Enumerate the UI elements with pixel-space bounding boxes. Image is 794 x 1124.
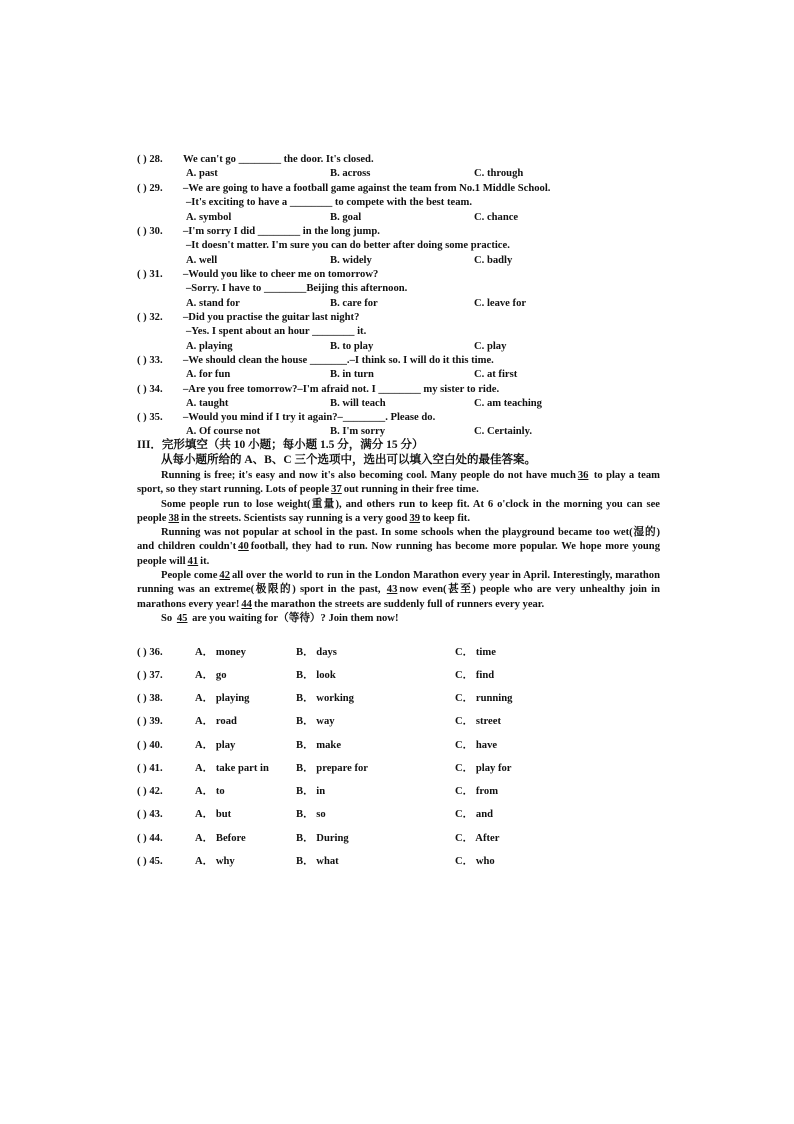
question-text: –Would you mind if I try it again?–________. Please do. (183, 412, 436, 423)
option-b: B． make (296, 740, 342, 751)
blank-43: 43 (386, 584, 398, 596)
option-c: C. through (474, 168, 524, 180)
question-text: –Are you free tomorrow?–I'm afraid not. I ________ my sister to ride. (183, 384, 500, 395)
option-b: B. across (330, 168, 371, 180)
answer-row-36 (137, 645, 557, 661)
paragraph: Running is free; it's easy and now it's also becoming cool. Many people do not have much 36 to play a team sport, so they start running. Lots of people 37 out running in their free time. (137, 470, 660, 496)
question-34 (137, 383, 677, 412)
answer-row-39 (137, 714, 557, 730)
answer-row-37 (137, 668, 557, 684)
question-32 (137, 311, 677, 354)
question-text: –We should clean the house _______.–I think so. I will do it this time. (183, 355, 494, 366)
option-c: C. Certainly. (474, 426, 532, 438)
option-b: B. care for (330, 297, 378, 309)
question-text: –I'm sorry I did ________ in the long jump. (183, 226, 380, 237)
option-c: C． play for (455, 763, 512, 774)
answer-bracket[interactable]: ( ) 33. (137, 355, 163, 366)
blank-45: 45 (176, 612, 188, 624)
option-c: C． who (455, 856, 495, 867)
option-c: C． from (455, 786, 499, 797)
option-a: A. well (186, 254, 218, 266)
answer-bracket[interactable]: ( ) 42. (137, 786, 163, 797)
option-c: C． have (455, 740, 498, 751)
option-a: A． but (195, 809, 232, 820)
option-b: B. goal (330, 211, 362, 223)
option-c: C． running (455, 693, 513, 704)
option-a: A. for fun (186, 369, 231, 381)
option-c: C． street (455, 716, 501, 727)
option-b: B． what (296, 856, 339, 867)
option-b: B. will teach (330, 398, 386, 410)
answer-bracket[interactable]: ( ) 43. (137, 809, 163, 820)
option-b: B． way (296, 716, 335, 727)
option-b: B. widely (330, 254, 372, 266)
answer-bracket[interactable]: ( ) 34. (137, 384, 163, 395)
answer-bracket[interactable]: ( ) 45. (137, 856, 163, 867)
option-a: A. stand for (186, 297, 240, 309)
option-b: B. I'm sorry (330, 426, 386, 438)
option-c: C． find (455, 670, 495, 681)
answer-bracket[interactable]: ( ) 38. (137, 693, 163, 704)
option-a: A. playing (186, 340, 233, 352)
option-c: C． time (455, 647, 496, 658)
option-b: B． working (296, 693, 354, 704)
answer-bracket[interactable]: ( ) 31. (137, 269, 163, 280)
blank-44: 44 (241, 598, 252, 610)
question-text: –It doesn't matter. I'm sure you can do better after doing some practice. (186, 240, 510, 252)
answer-bracket[interactable]: ( ) 40. (137, 740, 163, 751)
question-text: –We are going to have a football game against the team from No.1 Middle School. (183, 183, 551, 194)
option-b: B． in (296, 786, 326, 797)
answer-bracket[interactable]: ( ) 36. (137, 647, 163, 658)
answer-row-45 (137, 854, 557, 870)
question-text: –Did you practise the guitar last night? (183, 312, 360, 323)
option-c: C. chance (474, 211, 519, 223)
option-b: B. to play (330, 340, 374, 352)
question-35 (137, 411, 677, 440)
option-c: C. at first (474, 369, 518, 381)
answer-row-42 (137, 784, 557, 800)
paragraph: Some people run to lose weight(重量), and others run to keep fit. At 6 o'clock in the morning you can see people 38 in the streets. Scientists say running is a very good 39 to keep fit. (137, 498, 660, 524)
blank-41: 41 (187, 555, 199, 567)
section-header (137, 438, 536, 468)
blank-40: 40 (238, 541, 249, 553)
answer-bracket[interactable]: ( ) 44. (137, 833, 163, 844)
option-a: A. taught (186, 398, 229, 410)
option-b: B. in turn (330, 369, 374, 381)
option-c: C. play (474, 340, 507, 352)
option-c: C． After (455, 833, 500, 844)
question-text: –Yes. I spent about an hour ________ it. (186, 326, 367, 338)
question-text: We can't go ________ the door. It's closed. (183, 154, 374, 165)
option-a: A． go (195, 670, 227, 681)
option-a: A. Of course not (186, 426, 261, 438)
question-text: –Would you like to cheer me on tomorrow? (183, 269, 379, 280)
option-b: B． During (296, 833, 349, 844)
option-a: A． to (195, 786, 225, 797)
option-a: A． playing (195, 693, 250, 704)
answer-row-44 (137, 831, 557, 847)
option-c: C. am teaching (474, 398, 542, 410)
answer-row-38 (137, 691, 557, 707)
blank-37: 37 (331, 484, 342, 496)
question-text: –It's exciting to have a ________ to compete with the best team. (186, 197, 472, 209)
option-a: A． money (195, 647, 246, 658)
question-31 (137, 268, 677, 311)
blank-38: 38 (168, 512, 180, 524)
option-b: B． days (296, 647, 337, 658)
answer-bracket[interactable]: ( ) 41. (137, 763, 163, 774)
option-a: A． why (195, 856, 235, 867)
option-a: A. past (186, 168, 218, 180)
question-29 (137, 182, 677, 225)
answer-bracket[interactable]: ( ) 30. (137, 226, 163, 237)
answer-row-41 (137, 761, 557, 777)
option-b: B． prepare for (296, 763, 368, 774)
paragraph: People come 42 all over the world to run in the London Marathon every year in April. Interestingly, marathon running was an extreme(极限的) sport in the past, 43 now even(甚至) people who are very unhealthy join in marathons every year! 44 the marathon the streets are suddenly full of runners every year. (137, 570, 660, 610)
answer-bracket[interactable]: ( ) 28. (137, 154, 163, 165)
paragraph: So 45 are you waiting for（等待）? Join them now! (161, 612, 399, 624)
option-a: A． road (195, 716, 237, 727)
question-28 (137, 153, 677, 182)
option-c: C． and (455, 809, 493, 820)
paragraph: Running was not popular at school in the past. In some schools when the playground became too wet(湿的) and children couldn't 40 football, they had to run. Now running has become more popular. We hope more young people will 41 it. (137, 527, 660, 567)
blank-36: 36 (577, 470, 589, 481)
section-title: III．完形填空（共 10 小题；每小题 1.5 分，满分 15 分） (137, 439, 424, 451)
question-33 (137, 354, 677, 383)
option-a: A． take part in (195, 763, 269, 774)
option-b: B． so (296, 809, 326, 820)
cloze-passage (137, 469, 660, 626)
question-30 (137, 225, 677, 268)
question-text: –Sorry. I have to ________Beijing this afternoon. (186, 283, 408, 295)
answer-bracket[interactable]: ( ) 37. (137, 670, 163, 681)
answer-bracket[interactable]: ( ) 39. (137, 716, 163, 727)
answer-bracket[interactable]: ( ) 29. (137, 183, 163, 194)
option-a: A． Before (195, 833, 246, 844)
option-a: A. symbol (186, 211, 232, 223)
option-c: C. leave for (474, 297, 527, 309)
answer-bracket[interactable]: ( ) 32. (137, 312, 163, 323)
option-a: A． play (195, 740, 236, 751)
section-instruction: 从每小题所给的 A、B、C 三个选项中，选出可以填入空白处的最佳答案。 (161, 454, 537, 466)
answer-row-40 (137, 738, 557, 754)
option-c: C. badly (474, 254, 513, 266)
blank-39: 39 (409, 512, 421, 524)
option-b: B． look (296, 670, 336, 681)
answer-row-43 (137, 807, 557, 823)
blank-42: 42 (219, 570, 230, 582)
answer-bracket[interactable]: ( ) 35. (137, 412, 163, 423)
